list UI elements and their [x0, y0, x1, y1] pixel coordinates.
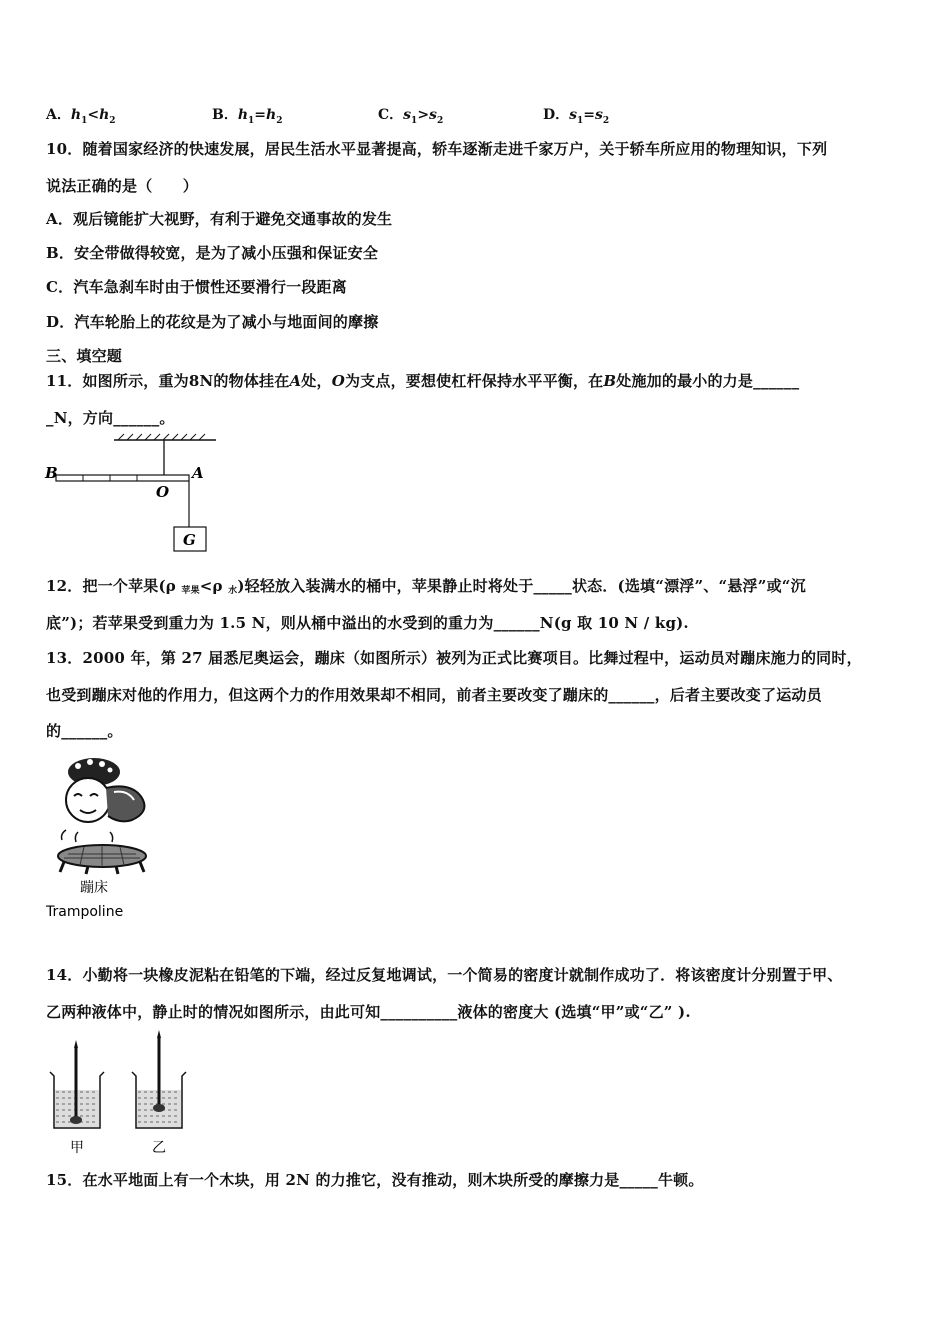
- beaker-yi: [132, 1030, 186, 1128]
- q13-stem-line2: 也受到蹦床对他的作用力，但这两个力的作用效果却不相同，前者主要改变了蹦床的______，后者主要改变了运动员: [46, 686, 822, 704]
- lever-bar: [56, 475, 189, 481]
- lever-diagram: [40, 430, 240, 558]
- q11-stem-line1: 11．如图所示，重为8N的物体挂在A处，O为支点，要想使杠杆保持水平平衡，在B处施加的最小的力是______: [46, 372, 800, 390]
- q15-stem-line1: 15．在水平地面上有一个木块，用 2N 的力推它，没有推动，则木块所受的摩擦力是_____牛顿。: [46, 1171, 704, 1189]
- q10-stem-line2: 说法正确的是（ ）: [46, 177, 199, 195]
- option-b: B．$h_1=h_2$: [212, 107, 283, 126]
- label-b: B: [45, 464, 58, 482]
- q10-option-a: A．观后镜能扩大视野，有利于避免交通事故的发生: [46, 210, 393, 228]
- ceiling-hatch: [118, 434, 205, 440]
- q11-stem-line2: _N，方向______。: [46, 409, 175, 427]
- section-heading: 三、填空题: [46, 347, 123, 365]
- option-d: D．$s_1=s_2$: [543, 107, 610, 126]
- label-o: O: [156, 483, 170, 501]
- athlete-head: [66, 778, 110, 822]
- q12-stem-line2: 底”)；若苹果受到重力为 1.5 N，则从桶中溢出的水受到的重力为______N(g 取 10 N / kg).: [46, 614, 689, 632]
- caption-cn: 蹦床: [80, 880, 108, 896]
- q14-stem-line1: 14．小勤将一块橡皮泥粘在铅笔的下端，经过反复地调试，一个简易的密度计就制作成功了．将该密度计分别置于甲、: [46, 966, 843, 984]
- label-a: A: [192, 464, 204, 482]
- trampoline-figure: [44, 752, 164, 922]
- beaker-jia: [50, 1040, 104, 1128]
- q13-stem-line1: 13．2000 年，第 27 届悉尼奥运会，蹦床（如图所示）被列为正式比赛项目。比舞过程中，运动员对蹦床施力的同时，: [46, 649, 862, 667]
- option-a: A．$h_1<h_2$: [46, 107, 116, 126]
- q10-option-d: D．汽车轮胎上的花纹是为了减小与地面间的摩擦: [46, 313, 379, 331]
- q12-stem-line1: 12．把一个苹果(ρ 苹果<ρ 水)轻轻放入装满水的桶中，苹果静止时将处于_____状态．(选填“漂浮”、“悬浮”或“沉: [46, 577, 806, 596]
- q10-option-b: B．安全带做得较宽，是为了减小压强和保证安全: [46, 244, 379, 262]
- q10-option-c: C．汽车急刹车时由于惯性还要滑行一段距离: [46, 278, 347, 296]
- label-g: G: [183, 531, 196, 549]
- q13-stem-line3: 的______。: [46, 722, 123, 740]
- q14-stem-line2: 乙两种液体中，静止时的情况如图所示，由此可知__________液体的密度大 (选填“甲”或“乙” ).: [46, 1003, 691, 1021]
- label-yi: 乙: [152, 1140, 166, 1156]
- option-c: C．$s_1>s_2$: [378, 107, 444, 126]
- beakers-figure: [44, 1030, 204, 1160]
- athlete-arm: [106, 786, 144, 821]
- q10-stem-line1: 10．随着国家经济的快速发展，居民生活水平显著提高，轿车逐渐走进千家万户，关于轿车所应用的物理知识，下列: [46, 140, 828, 158]
- label-jia: 甲: [70, 1140, 84, 1156]
- caption-en: Trampoline: [46, 904, 124, 920]
